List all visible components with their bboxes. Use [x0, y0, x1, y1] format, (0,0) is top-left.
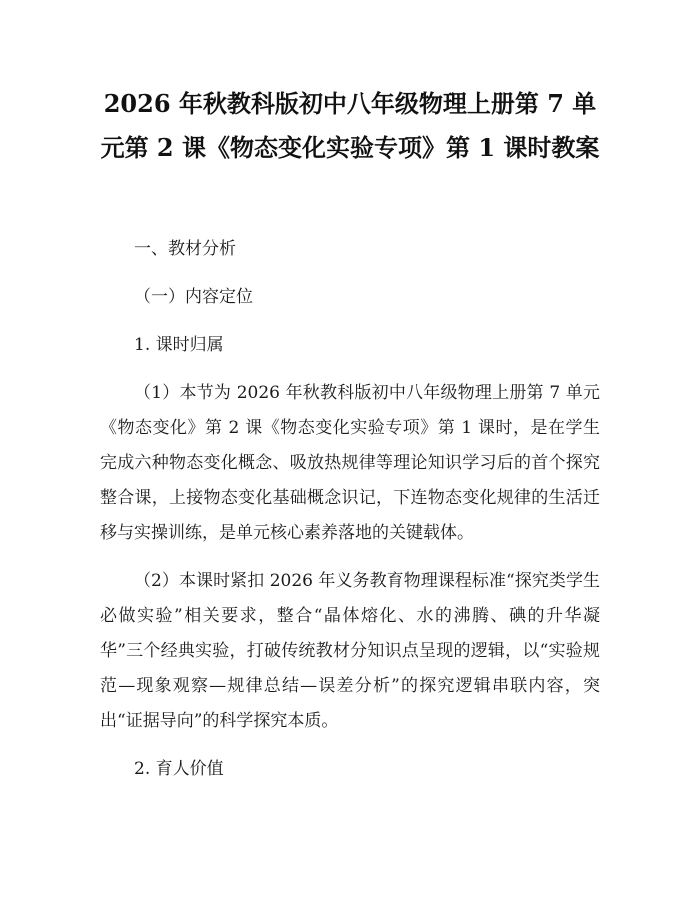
paragraph-lesson-attribution-2: （2）本课时紧扣 2026 年义务教育物理课程标准“探究类学生必做实验”相关要求，整合“晶体熔化、水的沸腾、碘的升华凝华”三个经典实验，打破传统教材分知识点呈现的逻辑，以“实验规范—现象观察—规律总结—误差分析”的探究逻辑串联内容，突出“证据导向”的科学探究本质。 [100, 571, 600, 731]
document-title: 2026 年秋教科版初中八年级物理上册第 7 单元第 2 课《物态变化实验专项》第 1 课时教案 [100, 89, 600, 162]
document-body [100, 232, 600, 800]
subsection-heading-content-positioning: （一）内容定位 [134, 287, 253, 307]
item-heading-educational-value: 2. 育人价值 [134, 759, 224, 779]
item-heading-lesson-attribution: 1. 课时归属 [134, 335, 224, 355]
paragraph-lesson-attribution-1: （1）本节为 2026 年秋教科版初中八年级物理上册第 7 单元《物态变化》第 2 课《物态变化实验专项》第 1 课时，是在学生完成六种物态变化概念、吸放热规律等理论知识学习后的首个探究整合课，上接物态变化基础概念识记，下连物态变化规律的生活迁移与实操训练，是单元核心素养落地的关键载体。 [100, 383, 600, 543]
section-heading-textbook-analysis: 一、教材分析 [134, 239, 236, 259]
